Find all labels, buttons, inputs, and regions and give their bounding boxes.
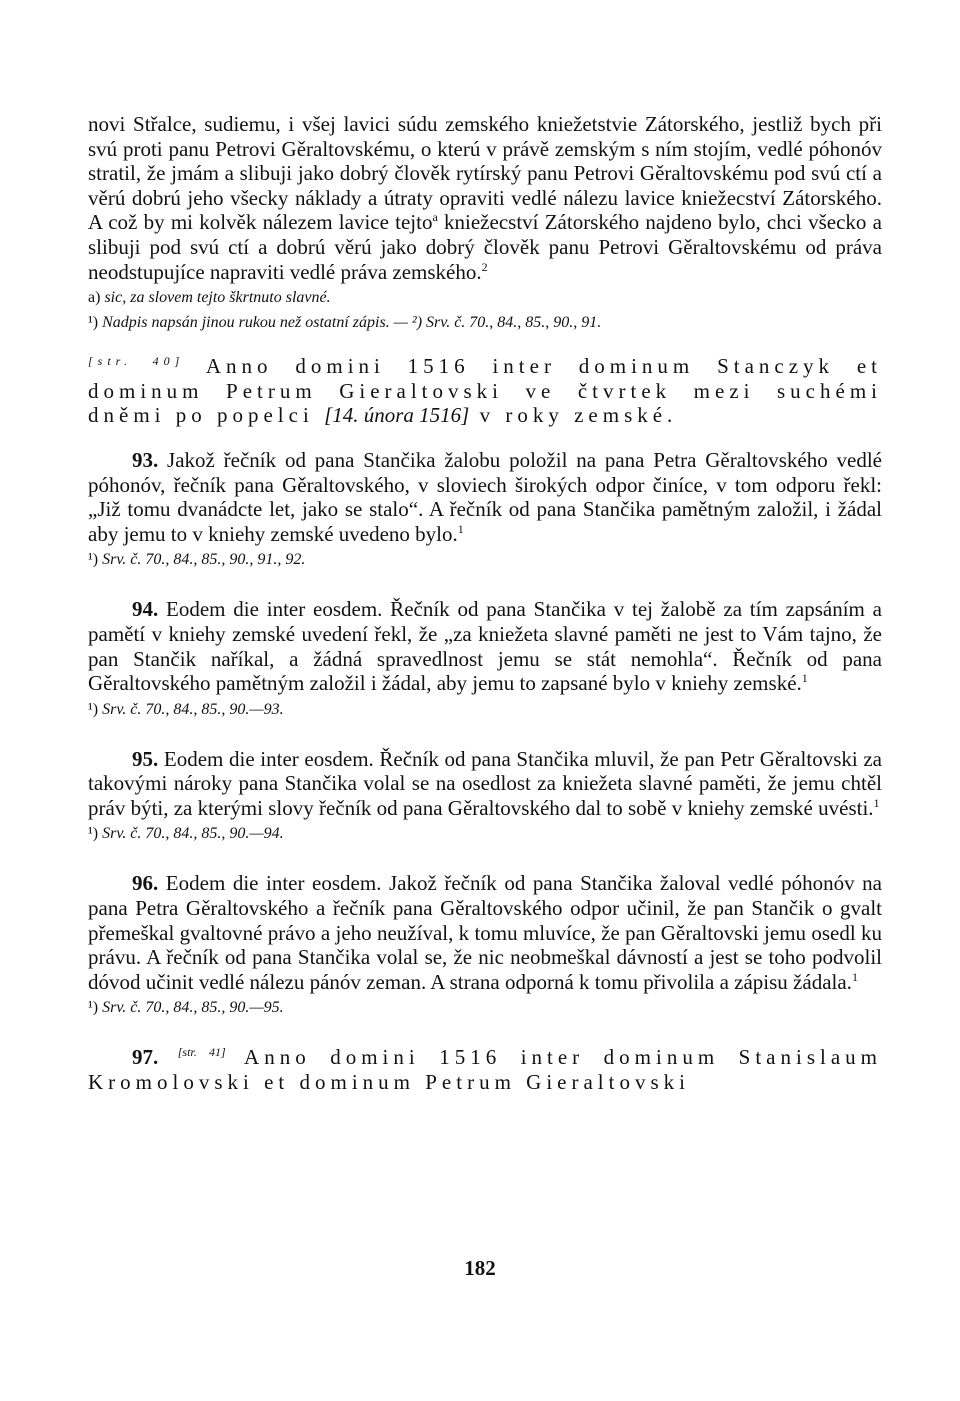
footnote-marker: 1 xyxy=(851,969,858,984)
footnote-94: ¹) Srv. č. 70., 84., 85., 90.—93. xyxy=(88,700,284,718)
page-number: 182 xyxy=(464,1256,496,1280)
footnote-marker: 1 xyxy=(801,671,808,686)
footnote-a: a) sic, za slovem tejto škrtnuto slavné. xyxy=(88,289,331,307)
section-95: 95. Eodem die inter eosdem. Řečník od pana Stančika mluvil, že pan Petr Gěraltovski za takovými nároky pana Stančika volal se na osedlost za kniežeta slavné paměti, že jemu chtěl práv býti, za kterými slovy řečník od pana Gěraltovského dal to sobě v kniehy zemské uvésti.$^1$ xyxy=(88,746,882,820)
section-96: 96. Eodem die inter eosdem. Jakož řečník od pana Stančika žaloval vedlé póhonóv na pana Petra Gěraltovského a řečník pana Gěraltovského odpor učinil, že pan Stančik o gvalt přemeškal gvaltovné právo a jeho neužíval, k tomu mluvíce, že pan Gěraltovski jemu osedl ku právu. A řečník od pana Stančika volal se, že nic neobmeškal dávností a jest se toho podvolil dóvod učinit vedlé nálezu pánóv zeman. A strana odporná k tomu přivolila a zápisu žádala.$^1$ xyxy=(88,871,882,994)
footnote-1-2: ¹) Nadpis napsán jinou rukou než ostatní zápis. — ²) Srv. č. 70., 84., 85., 90., 91. xyxy=(88,314,602,332)
entry-heading: [str. 40] Anno domini 1516 inter dominum Stanczyk et dominum Petrum Gieraltovski ve čtvrtek mezi suchémi dněmi po popelci [14. února 1516] v roky zemské. xyxy=(88,354,882,428)
section-93: 93. Jakož řečník od pana Stančika žalobu položil na pana Petra Gěraltovského vedlé póhonóv, řečník pana Gěraltovského, v sloviech širokých odpor činíce, v tom odporu řekl: „Již tomu dvanádcte let, jako se stalo“. A řečník od pana Stančika pamětným založil, i žádal aby jemu to v kniehy zemské uvedeno bylo.$^1$ xyxy=(88,447,882,546)
page-reference: [str. 41] xyxy=(177,1045,226,1060)
page-reference: [str. 40] xyxy=(88,354,185,369)
intro-paragraph xyxy=(88,112,882,284)
intro-text-continued: kniežecství Zátorského najdeno bylo, chci všecko a slibuji pod svú ctí a dobrú věrú jako dobrý člověk panu Petrovi Gěraltovskému od práva neodstupujíce napraviti vedlé práva zemského. xyxy=(88,210,882,284)
section-number: 95. xyxy=(132,746,159,771)
intro-text: novi Střalce, sudiemu, i všej lavici súdu zemského kniežetstvie Zátorského, jestliž bych při svú proti panu Petrovi Gěraltovskému, o kterú v právě zemským s ním stojím, vedlé póhonóv stratil, že jmám a slibuji jako dobrý člověk rytírský panu Petrovi Gěraltovskému pod svú ctí a věrú dobrú jeho všecky náklady a útraty opraviti vedlé nálezu lavice kniežecství Zátorského. A což by mi kolvěk nálezem lavice tejto xyxy=(88,112,882,235)
section-number: 93. xyxy=(132,447,159,472)
footnote-93: ¹) Srv. č. 70., 84., 85., 90., 91., 92. xyxy=(88,551,306,569)
footnote-95: ¹) Srv. č. 70., 84., 85., 90.—94. xyxy=(88,825,284,843)
footnote-marker: 2 xyxy=(481,259,488,274)
section-number: 94. xyxy=(132,597,159,622)
section-number: 97. xyxy=(132,1045,159,1070)
footnote-marker: 1 xyxy=(873,795,880,810)
section-97: 97. [str. 41] Anno domini 1516 inter dominum Stanislaum Kromolovski et dominum Petrum Gieraltovski xyxy=(88,1045,883,1095)
date-note: [14. února 1516] xyxy=(324,403,470,428)
section-number: 96. xyxy=(132,871,159,896)
section-94: 94. Eodem die inter eosdem. Řečník od pana Stančika v tej žalobě za tím zapsáním a pamětí v kniehy zemské uvedení řekl, že „za kniežeta slavné paměti ne jest to Vám tajno, že pan Stančik naříkal, a žádná spravedlnost jemu se stát nemohla“. Řečník od pana Gěraltovského pamětným založil i žádal, aby jemu to zapsané bylo v kniehy zemské.$^1$ xyxy=(88,597,882,696)
footnote-marker-a: a xyxy=(432,210,438,225)
footnote-marker: 1 xyxy=(457,521,464,536)
footnote-96: ¹) Srv. č. 70., 84., 85., 90.—95. xyxy=(88,999,284,1017)
page-text xyxy=(88,112,882,1095)
